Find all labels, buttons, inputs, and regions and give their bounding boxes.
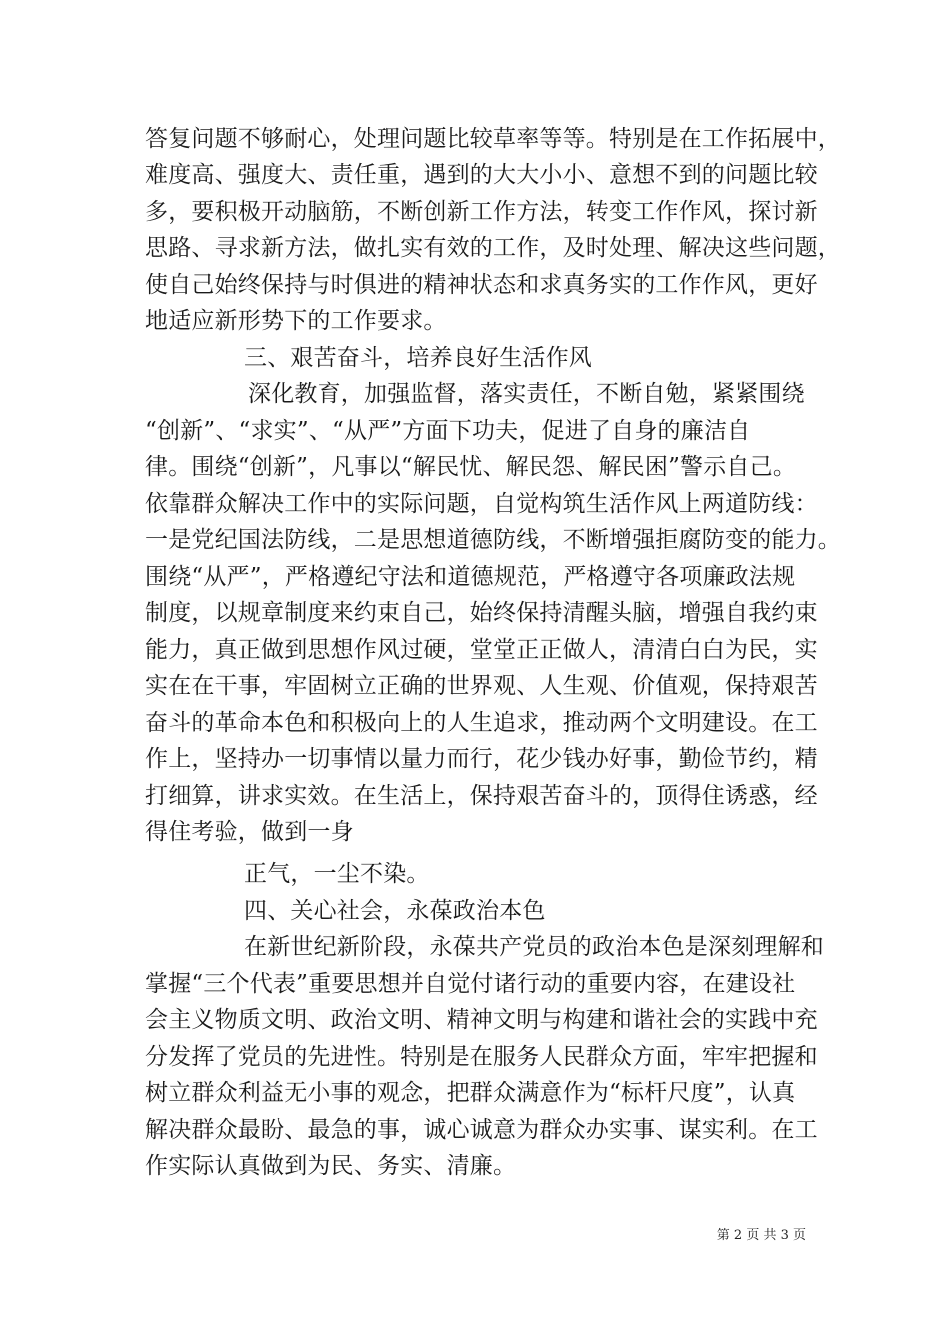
paragraph-line: 作实际认真做到为民、务实、清廉。 bbox=[145, 1153, 517, 1179]
paragraph-line: 地适应新形势下的工作要求。 bbox=[145, 308, 447, 334]
paragraph-line: 思路、寻求新方法，做扎实有效的工作，及时处理、解决这些问题， bbox=[145, 235, 841, 261]
paragraph-line: 围绕“从严”，严格遵纪守法和道德规范，严格遵守各项廉政法规 bbox=[145, 564, 796, 590]
paragraph-line: 正气，一尘不染。 bbox=[244, 861, 430, 887]
paragraph-line: 一是党纪国法防线，二是思想道德防线，不断增强拒腐防变的能力。 bbox=[145, 527, 841, 553]
paragraph-line: 会主义物质文明、政治文明、精神文明与构建和谐社会的实践中充 bbox=[145, 1007, 818, 1033]
paragraph-line: “创新”、“求实”、“从严”方面下功夫，促进了自身的廉洁自 bbox=[145, 418, 751, 444]
paragraph-line: 能力，真正做到思想作风过硬，堂堂正正做人，清清白白为民，实 bbox=[145, 637, 818, 663]
paragraph-line: 深化教育，加强监督，落实责任，不断自勉，紧紧围绕 bbox=[248, 381, 805, 407]
paragraph-line: 依靠群众解决工作中的实际问题，自觉构筑生活作风上两道防线： bbox=[145, 491, 818, 517]
paragraph-line: 解决群众最盼、最急的事，诚心诚意为群众办实事、谋实利。在工 bbox=[145, 1117, 818, 1143]
paragraph-line: 多，要积极开动脑筋，不断创新工作方法，转变工作作风，探讨新 bbox=[145, 199, 818, 225]
paragraph-line: 奋斗的革命本色和积极向上的人生追求，推动两个文明建设。在工 bbox=[145, 710, 818, 736]
paragraph-line: 分发挥了党员的先进性。特别是在服务人民群众方面，牢牢把握和 bbox=[145, 1044, 818, 1070]
paragraph-line: 在新世纪新阶段，永葆共产党员的政治本色是深刻理解和 bbox=[244, 934, 824, 960]
paragraph-line: 作上，坚持办一切事情以量力而行，花少钱办好事，勤俭节约，精 bbox=[145, 746, 818, 772]
paragraph-line: 掌握“三个代表”重要思想并自觉付诸行动的重要内容，在建设社 bbox=[145, 971, 796, 997]
paragraph-line: 律。围绕“创新”，凡事以“解民忧、解民怨、解民困”警示自己。 bbox=[145, 454, 797, 480]
paragraph-line: 制度，以规章制度来约束自己，始终保持清醒头脑，增强自我约束 bbox=[145, 600, 818, 626]
section-heading-3: 三、艰苦奋斗，培养良好生活作风 bbox=[244, 345, 592, 371]
paragraph-line: 打细算，讲求实效。在生活上，保持艰苦奋斗的，顶得住诱惑，经 bbox=[145, 783, 818, 809]
page-number-footer: 第 2 页 共 3 页 bbox=[716, 1228, 806, 1243]
paragraph-line: 使自己始终保持与时俱进的精神状态和求真务实的工作作风，更好 bbox=[145, 272, 818, 298]
paragraph-line: 实在在干事，牢固树立正确的世界观、人生观、价值观，保持艰苦 bbox=[145, 673, 818, 699]
paragraph-line: 得住考验，做到一身 bbox=[145, 819, 354, 845]
section-heading-4: 四、关心社会，永葆政治本色 bbox=[244, 898, 546, 924]
paragraph-line: 难度高、强度大、责任重，遇到的大大小小、意想不到的问题比较 bbox=[145, 162, 818, 188]
paragraph-line: 答复问题不够耐心，处理问题比较草率等等。特别是在工作拓展中， bbox=[145, 126, 841, 152]
paragraph-line: 树立群众利益无小事的观念，把群众满意作为“标杆尺度”，认真 bbox=[145, 1080, 796, 1106]
